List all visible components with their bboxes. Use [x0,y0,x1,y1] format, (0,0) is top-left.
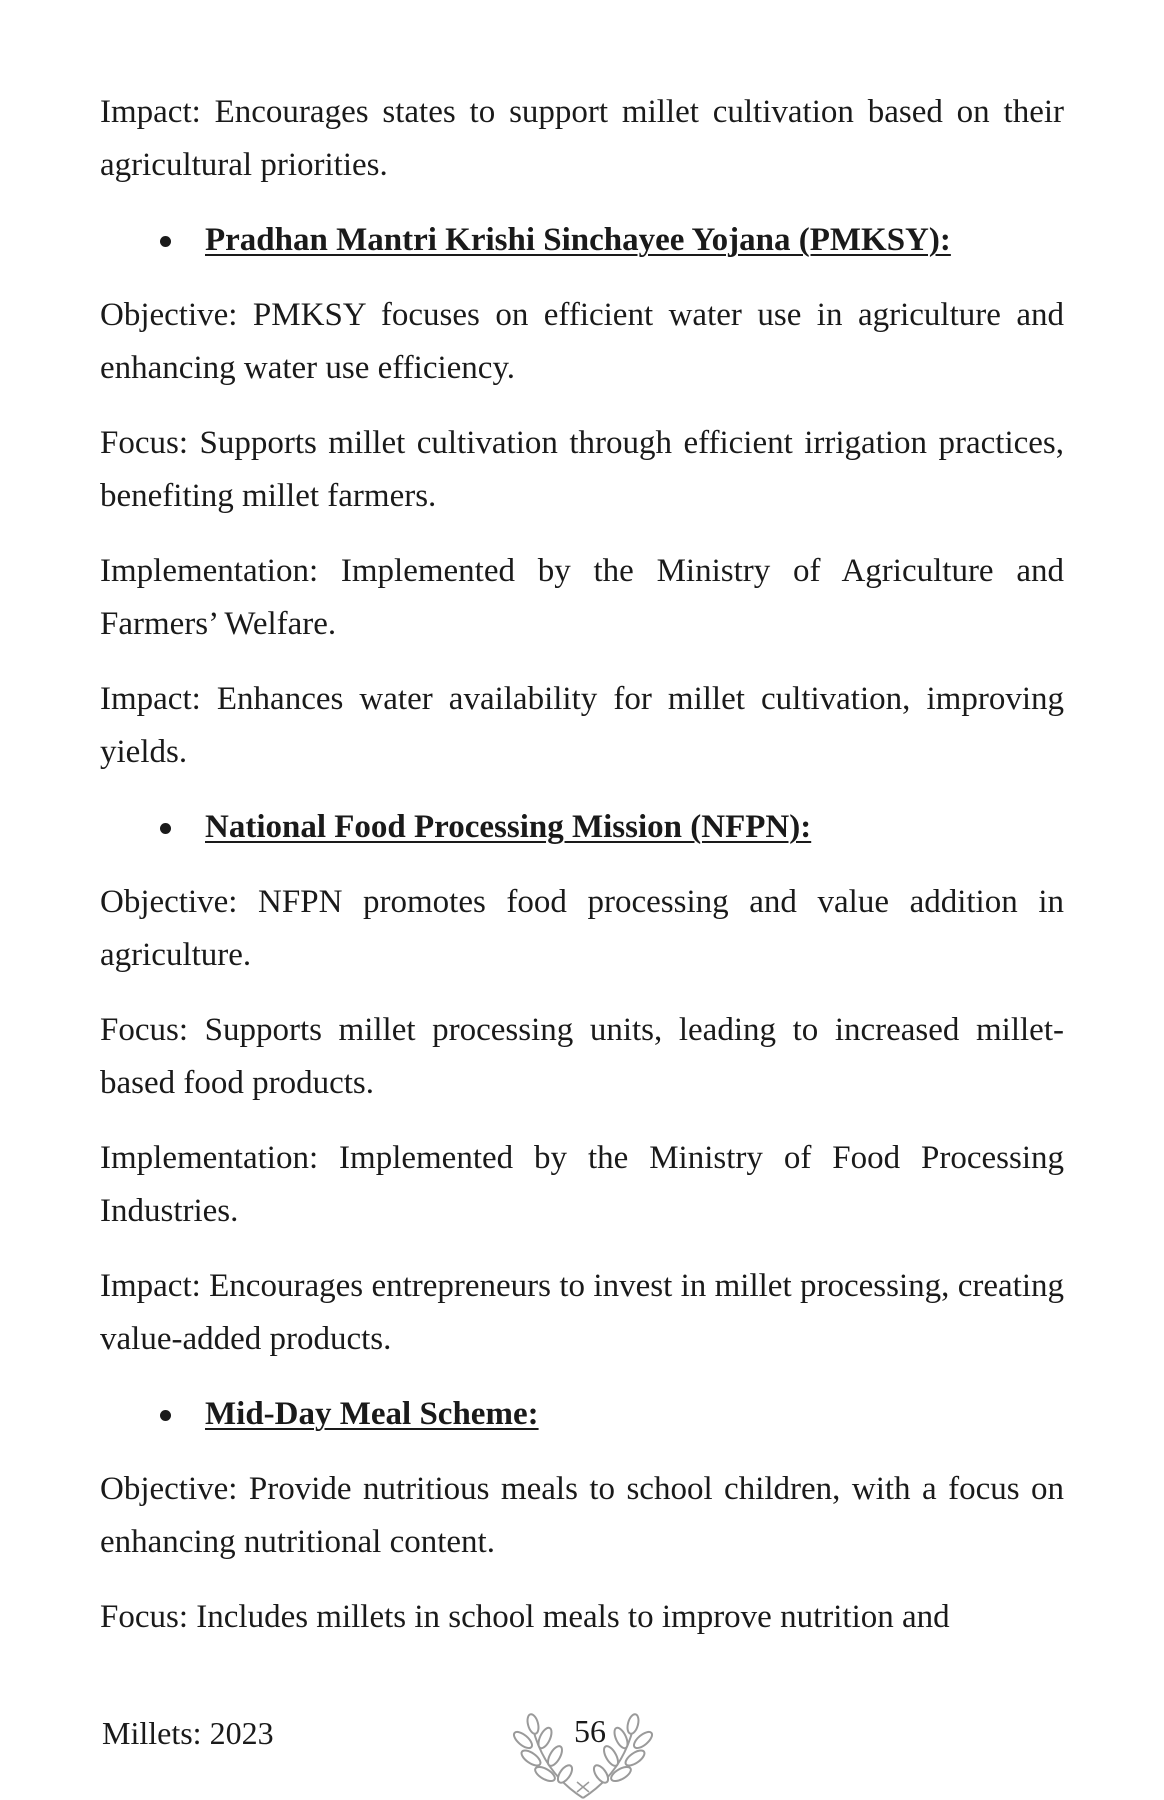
paragraph-mdm-objective: Objective: Provide nutritious meals to school children, with a focus on enhancing nutritional content. [100,1471,1064,1560]
paragraph-impact-states: Impact: Encourages states to support millet cultivation based on their agricultural priorities. [100,94,1064,183]
bullet-heading-pmksy [100,214,1064,267]
section-heading: Mid-Day Meal Scheme: [205,1396,539,1432]
paragraph-mdm-focus: Focus: Includes millets in school meals to improve nutrition and [100,1599,950,1635]
paragraph-nfpn-implementation: Implementation: Implemented by the Ministry of Food Processing Industries. [100,1140,1064,1229]
paragraph-pmksy-objective: Objective: PMKSY focuses on efficient water use in agriculture and enhancing water use efficiency. [100,297,1064,386]
bullet-heading-nfpn [100,801,1064,854]
paragraph-nfpn-objective: Objective: NFPN promotes food processing and value addition in agriculture. [100,884,1064,973]
document-body [100,86,1064,1666]
bullet-heading-mid-day-meal [100,1388,1064,1441]
paragraph-pmksy-impact: Impact: Enhances water availability for millet cultivation, improving yields. [100,681,1064,770]
paragraph-pmksy-implementation: Implementation: Implemented by the Ministry of Agriculture and Farmers’ Welfare. [100,553,1064,642]
bullet-dot-icon [160,236,171,247]
section-heading: National Food Processing Mission (NFPN): [205,809,812,845]
bullet-dot-icon [160,823,171,834]
paragraph-nfpn-focus: Focus: Supports millet processing units, leading to increased millet-based food products. [100,1012,1064,1101]
bullet-dot-icon [160,1410,171,1421]
paragraph-nfpn-impact: Impact: Encourages entrepreneurs to invest in millet processing, creating value-added products. [100,1268,1064,1357]
paragraph-pmksy-focus: Focus: Supports millet cultivation through efficient irrigation practices, benefiting millet farmers. [100,425,1064,514]
footer-book-title: Millets: 2023 [102,1715,274,1751]
page-number: 56 [574,1713,606,1749]
section-heading: Pradhan Mantri Krishi Sinchayee Yojana (PMKSY): [205,222,951,258]
